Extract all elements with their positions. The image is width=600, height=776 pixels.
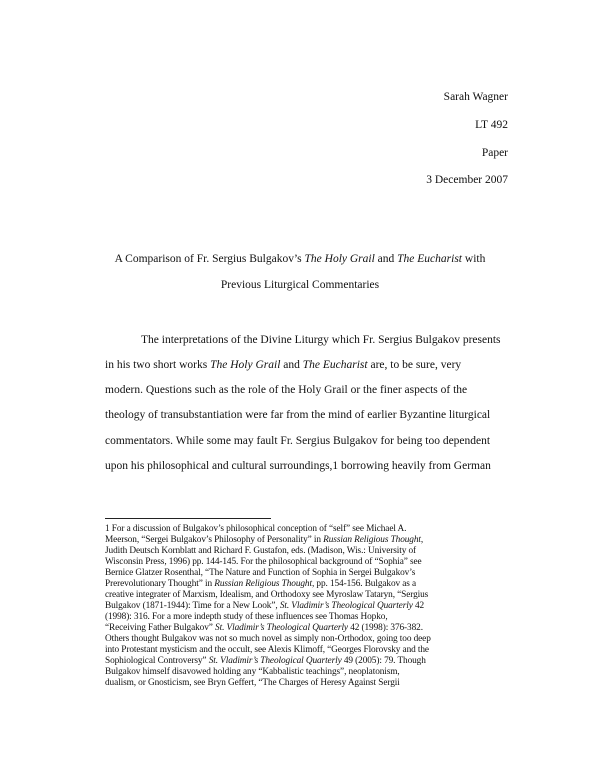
body-line-4: theology of transubstantiation were far from the mind of earlier Byzantine liturgical [105,409,491,421]
footnote-citation-title: St. Vladimir’s Theological Quarterly [279,601,413,611]
body-line-5: commentators. While some may fault Fr. Sergius Bulgakov for being too dependent [105,435,491,447]
document-date: 3 December 2007 [426,174,508,186]
footnote-line: 1 For a discussion of Bulgakov’s philosophical conception of “self” see Michael A. [105,524,407,534]
footnote-line [105,623,525,634]
footnote-text: 42 (1998): 376-382. [347,623,423,633]
title-text: and [374,253,398,265]
footnote-text: Sophiological Controversy” [105,656,209,666]
footnote-citation-title: St. Vladimir’s Theological Quarterly [208,656,342,666]
body-line-3: modern. Questions such as the role of the Holy Grail or the finer aspects of the [105,384,468,396]
footnote-line: Judith Deutsch Kornblatt and Richard F. Gustafon, eds. (Madison, Wis.: University of [105,546,417,556]
body-line-2 [105,358,505,372]
footnote-line [105,579,525,590]
footnote-text: Bulgakov (1871-1944): Time for a New Look”, [105,601,280,611]
body-text: are, to be sure, very [367,359,462,371]
footnote-text: “Receiving Father Bulgakov” [105,623,216,633]
footnote-line [105,601,525,612]
footnote-text: 42 [412,601,425,611]
body-line-1: The interpretations of the Divine Liturgy which Fr. Sergius Bulgakov presents [141,334,501,346]
paper-title-line-2: Previous Liturgical Commentaries [220,279,380,291]
body-text: in his two short works [105,359,211,371]
title-work-holy-grail: The Holy Grail [304,253,375,265]
footnote-separator [105,518,271,519]
footnote-text: 49 (2005): 79. Though [341,656,426,666]
body-work-eucharist: The Eucharist [302,359,368,371]
title-work-eucharist: The Eucharist [397,253,463,265]
footnote-citation-title: Russian Religious Thought [214,579,312,589]
footnote-line: Others thought Bulgakov was not so much novel as simply non-Orthodox, going too deep [105,634,431,644]
footnote-line [105,656,525,667]
footnote-line: dualism, or Gnosticism, see Bryn Geffert, “The Charges of Heresy Against Sergii [105,678,400,688]
course-code: LT 492 [475,119,508,131]
footnote-line: Bulgakov himself disavowed holding any “Kabbalistic teachings”, neoplatonism, [105,667,400,677]
footnote-citation-title: St. Vladimir’s Theological Quarterly [215,623,348,633]
footnote-text: Meerson, “Sergei Bulgakov’s Philosophy of Personality” in [105,535,324,545]
footnote-text: Prerevolutionary Thought” in [105,579,215,589]
footnote-text: , [420,535,424,545]
title-text: A Comparison of Fr. Sergius Bulgakov’s [114,253,305,265]
body-line-6: upon his philosophical and cultural surroundings,1 borrowing heavily from German [105,460,491,472]
footnote-text: , pp. 154-156. Bulgakov as a [311,579,417,589]
footnote-line: into Protestant mysticism and the occult, see Alexis Klimoff, “Georges Florovsky and the [105,645,429,655]
footnote-line: (1998): 316. For a more indepth study of these influences see Thomas Hopko, [105,612,388,622]
footnote-line: Wisconsin Press, 1996) pp. 144-145. For the philosophical background of “Sophia” see [105,557,422,567]
footnote-citation-title: Russian Religious Thought [323,535,421,545]
title-text: with [462,253,486,265]
paper-title-line-1 [0,252,600,266]
author-name: Sarah Wagner [443,91,508,103]
body-work-holy-grail: The Holy Grail [210,359,281,371]
body-text: and [280,359,303,371]
document-type: Paper [481,147,508,159]
footnote-line: creative integrater of Marxism, Idealism, and Orthodoxy see Myroslaw Tataryn, “Sergius [105,590,429,600]
footnote-line [105,535,525,546]
footnote-line: Bernice Glatzer Rosenthal, “The Nature and Function of Sophia in Sergei Bulgakov’s [105,568,416,578]
